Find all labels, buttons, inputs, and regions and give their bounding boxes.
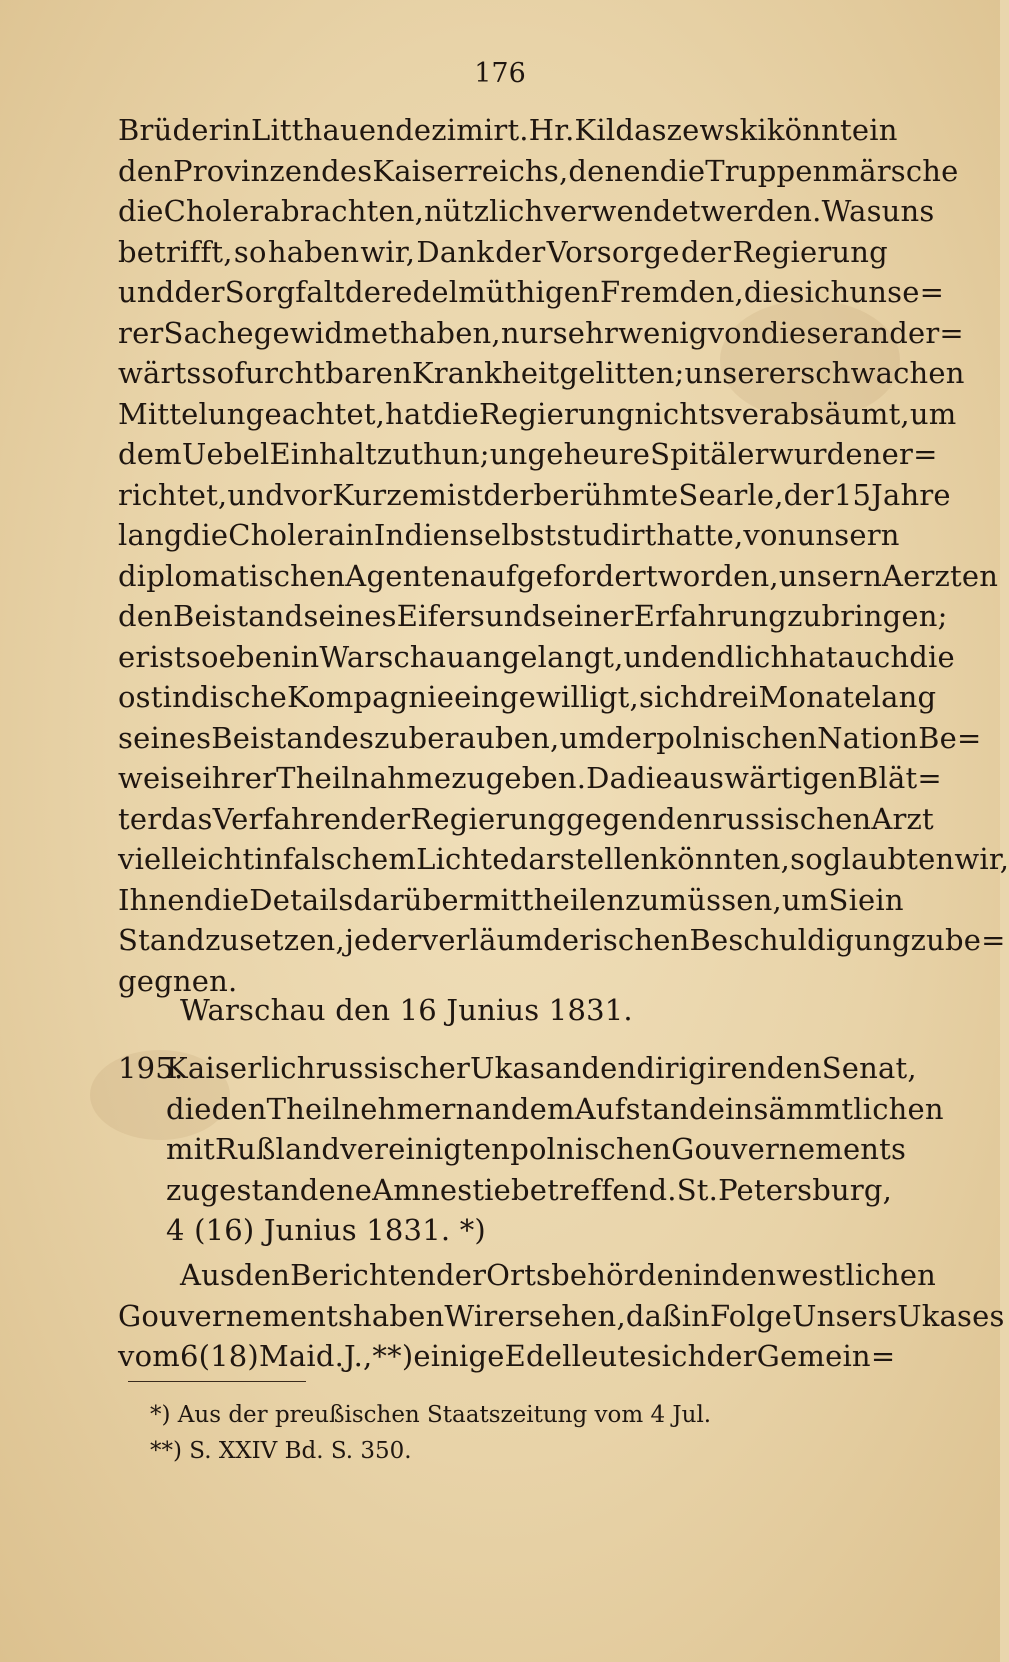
body-line: richtet, und vor Kurzem ist der berühmte Searle, der 15 Jahre (118, 477, 951, 512)
body-line: vielleicht in falschem Lichte darstellen könnten, so glaubten wir, (118, 842, 1009, 876)
entry-title-line: die den Theilnehmern an dem Aufstande in sämmtlichen (166, 1091, 944, 1126)
body-line: gegnen. (118, 963, 238, 998)
body-line: den Beistand seines Eifers und seiner Erfahrung zu bringen; (118, 599, 948, 633)
body-line: den Provinzen des Kaiserreichs, denen die Truppenmärsche (118, 153, 959, 188)
footnote-rule (128, 1381, 306, 1382)
body-line: Ihnen die Details darüber mittheilen zu müssen, um Sie in (118, 882, 904, 917)
footnote-1: *) Aus der preußischen Staatszeitung vom 4 Jul. (150, 1402, 712, 1428)
page-number: 176 (474, 58, 526, 89)
body-line: die Cholera brachten, nützlich verwendet werden. Was uns (118, 194, 935, 228)
body-line: seines Beistandes zu berauben, um der polnischen Nation Be= (118, 720, 982, 755)
dateline: Warschau den 16 Junius 1831. (180, 993, 633, 1027)
footnote-2: **) S. XXIV Bd. S. 350. (150, 1438, 412, 1464)
body-line: lang die Cholera in Indien selbst studirt hatte, von unsern (118, 518, 900, 552)
entry-number: 195. (118, 1051, 184, 1085)
body-line: diplomatischen Agenten aufgefordert worden, unsern Aerzten (118, 558, 999, 593)
body-line: ter das Verfahren der Regierung gegen den russischen Arzt (118, 801, 934, 836)
body-line: Stand zu setzen, jeder verläumderischen Beschuldigung zu be= (118, 923, 1006, 957)
entry-title-line: 4 (16) Junius 1831. *) (166, 1213, 486, 1247)
body-line: er ist so eben in Warschau angelangt, und endlich hat auch die (118, 639, 955, 674)
entry-text-line: Gouvernements haben Wir ersehen, daß in Folge Unsers Ukases (118, 1298, 1005, 1333)
entry-text-line: Aus den Berichten der Ortsbehörden in den westlichen (180, 1258, 937, 1292)
entry-text-line: vom 6 (18) Mai d. J., **) einige Edelleute sich der Gemein= (118, 1339, 896, 1373)
entry-title-line: mit Rußland vereinigten polnischen Gouvernements (166, 1132, 907, 1166)
body-line: ostindische Kompagnie eingewilligt, sich drei Monate lang (118, 680, 937, 714)
body-line: und der Sorgfalt der edelmüthigen Fremden, die sich unse= (118, 275, 945, 309)
entry-title-line: zugestandene Amnestie betreffend. St. Petersburg, (166, 1172, 893, 1207)
body-line: dem Uebel Einhalt zu thun; ungeheure Spitäler wurden er= (118, 437, 938, 471)
body-line: betrifft, so haben wir, Dank der Vorsorge der Regierung (118, 234, 888, 269)
body-line: Brüder in Litthauen dezimirt. Hr. Kildaszewski könnte in (118, 113, 898, 147)
body-line: Mittel ungeachtet, hat die Regierung nichts verabsäumt, um (118, 396, 957, 431)
body-line: rer Sache gewidmet haben, nur sehr wenig von dieser ander= (118, 315, 964, 350)
body-line: weise ihrer Theilnahme zu geben. Da die auswärtigen Blät= (118, 761, 942, 795)
entry-title-line: Kaiserlich russischer Ukas an den dirigirenden Senat, (166, 1051, 917, 1085)
body-line: wärts so furchtbaren Krankheit gelitten; unserer schwachen (118, 356, 965, 390)
